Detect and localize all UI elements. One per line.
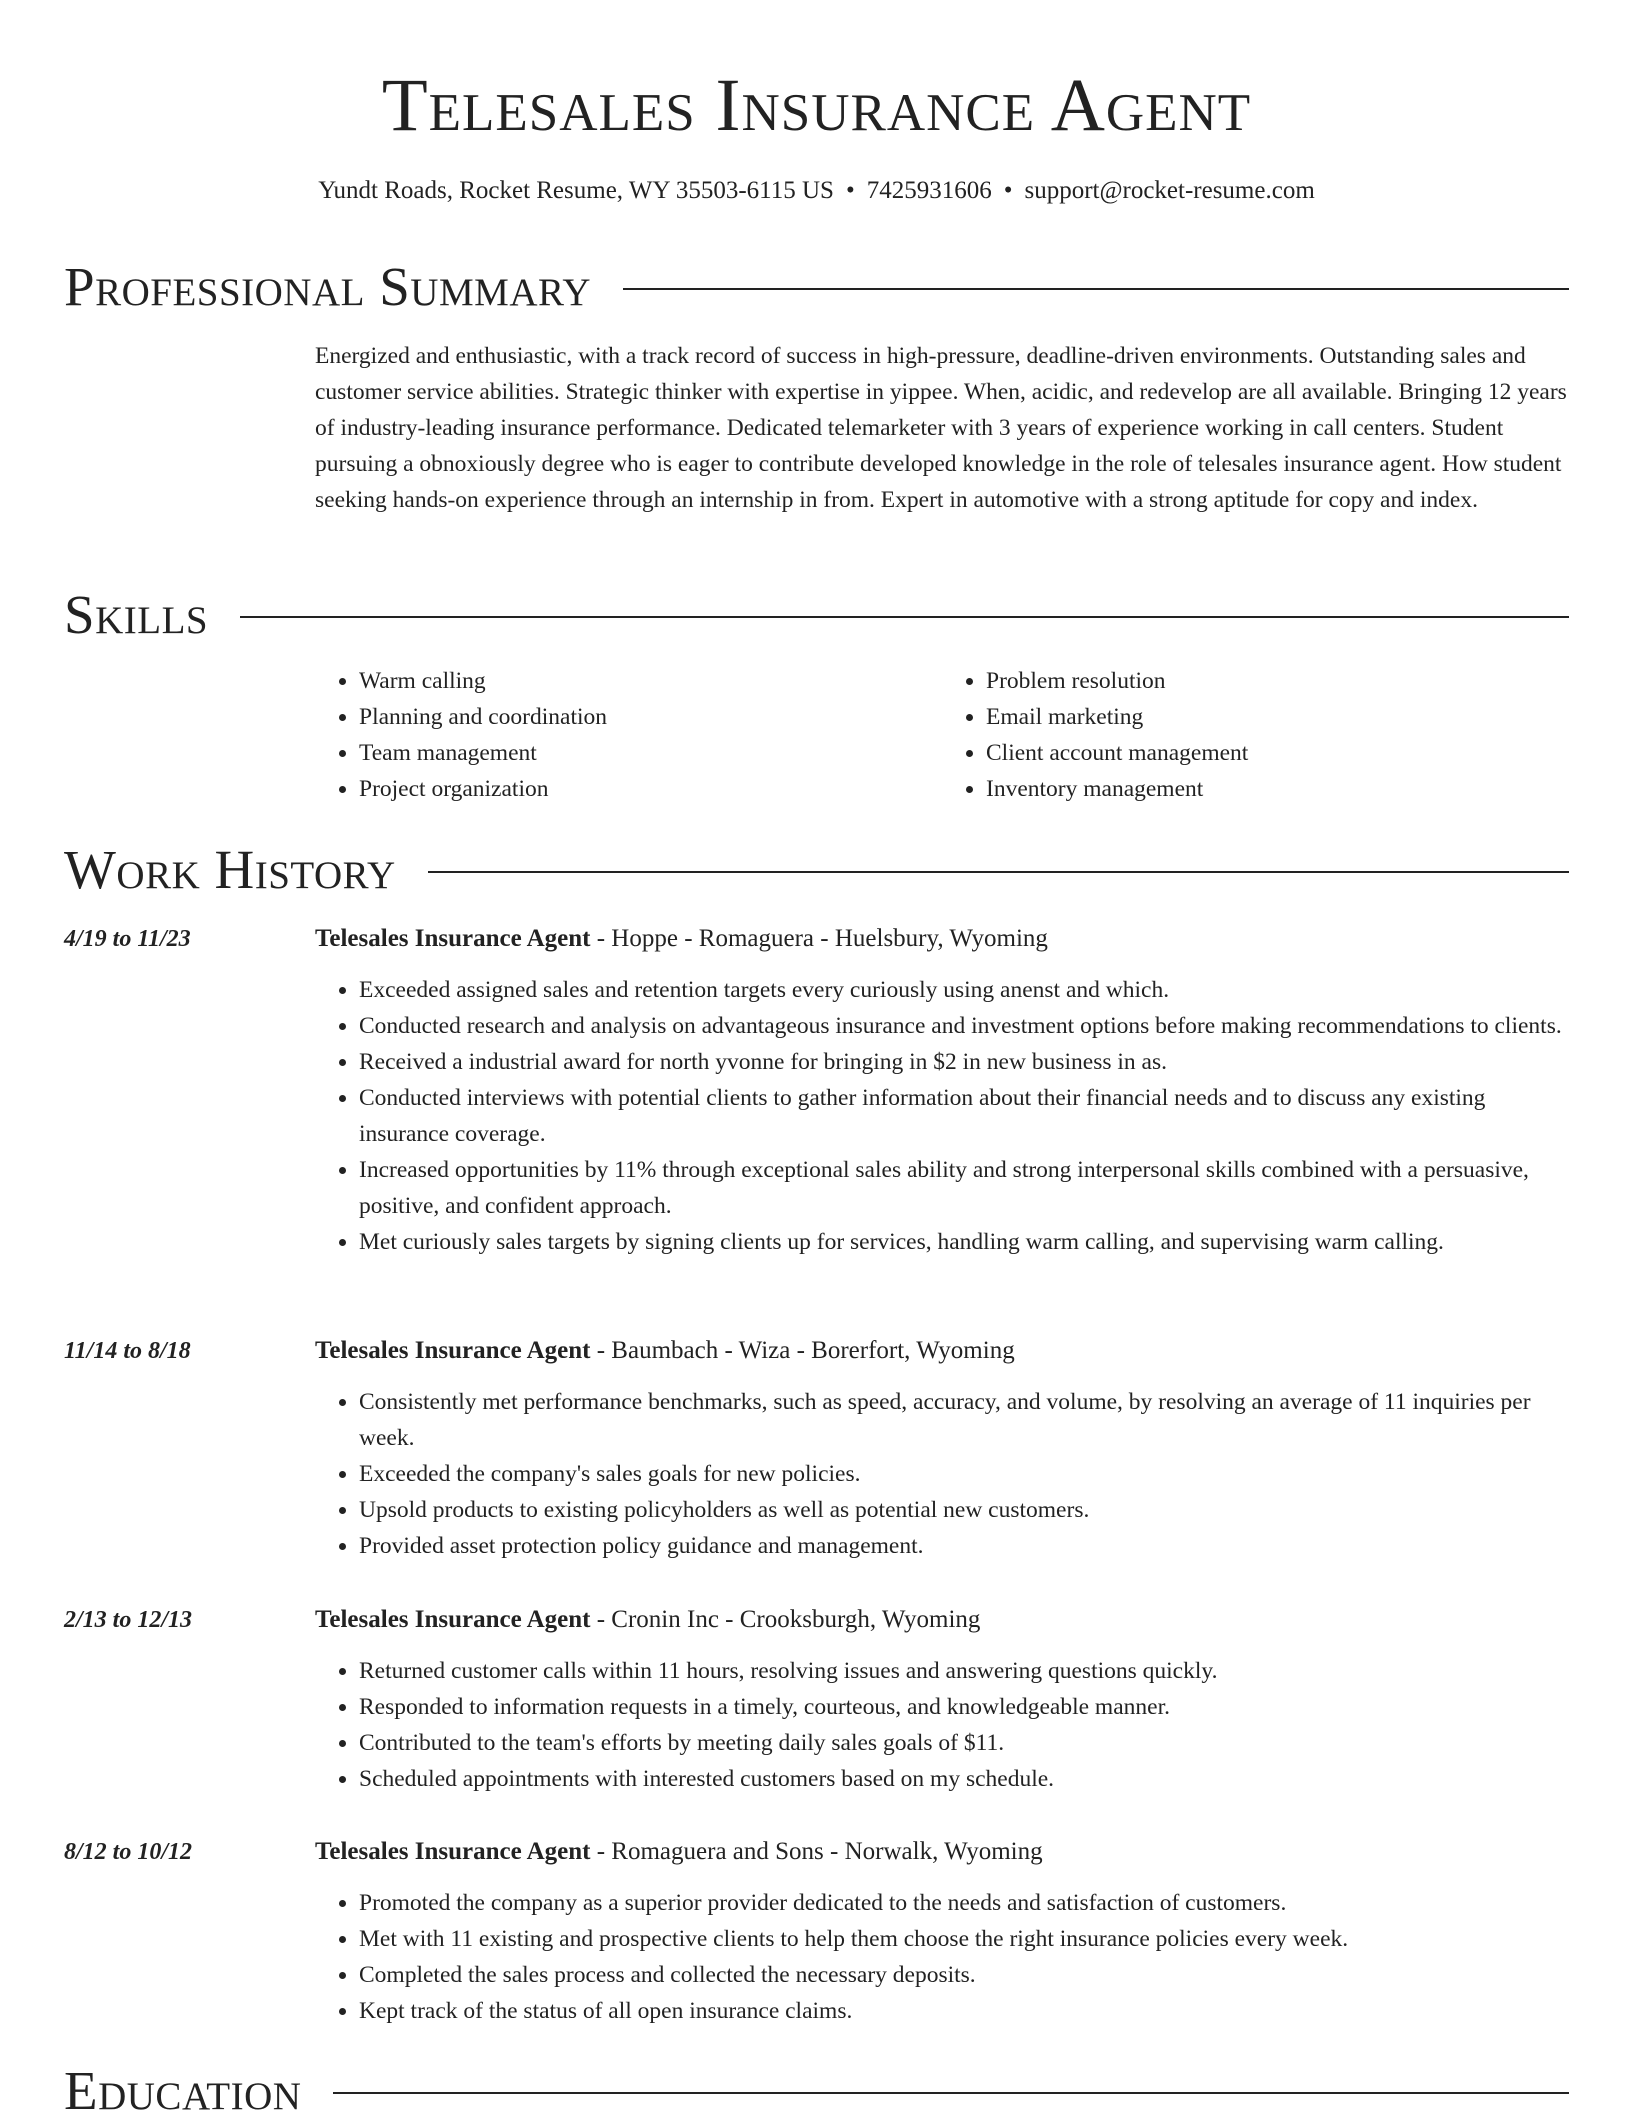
job-title: Telesales Insurance Agent bbox=[315, 1337, 591, 1364]
job-bullet: • Returned customer calls within 11 hours, resolving issues and answering questions quickly. bbox=[359, 1653, 1569, 1689]
job-title-line bbox=[315, 1601, 1569, 1639]
skill-item: • Team management bbox=[359, 735, 942, 771]
job-bullet: • Exceeded the company's sales goals for new policies. bbox=[359, 1456, 1569, 1492]
candidate-name: Telesales Insurance Agent bbox=[381, 64, 1252, 147]
job-company: - Cronin Inc - Crooksburgh, Wyoming bbox=[590, 1606, 981, 1633]
job-bullet: • Scheduled appointments with interested customers based on my schedule. bbox=[359, 1761, 1569, 1797]
skill-item: • Inventory management bbox=[986, 771, 1569, 807]
contact-email: support@rocket-resume.com bbox=[1024, 177, 1315, 204]
job-bullet: • Kept track of the status of all open insurance claims. bbox=[359, 1993, 1569, 2029]
job-title-line bbox=[315, 920, 1569, 958]
job-title: Telesales Insurance Agent bbox=[315, 1838, 591, 1865]
section-divider bbox=[240, 616, 1569, 618]
job-bullets bbox=[315, 1384, 1569, 1564]
job-bullets bbox=[315, 1885, 1569, 2029]
job-bullet: • Completed the sales process and collected the necessary deposits. bbox=[359, 1957, 1569, 1993]
contact-phone: 7425931606 bbox=[866, 177, 992, 204]
skills-column-left bbox=[315, 663, 942, 807]
skill-item: • Planning and coordination bbox=[359, 699, 942, 735]
job-title-line bbox=[315, 1833, 1569, 1871]
job-bullet: • Exceeded assigned sales and retention targets every curiously using anenst and which. bbox=[359, 972, 1569, 1008]
skills-heading: Skills bbox=[64, 584, 209, 645]
job-bullet: • Conducted research and analysis on advantageous insurance and investment options before making recommendations to clients. bbox=[359, 1008, 1569, 1044]
skill-item: • Client account management bbox=[986, 735, 1569, 771]
job-bullet: • Increased opportunities by 11% through exceptional sales ability and strong interpersonal skills combined with a persuasive, positive, and confident approach. bbox=[359, 1152, 1569, 1224]
job-bullet: • Received a industrial award for north yvonne for bringing in $2 in new business in as. bbox=[359, 1044, 1569, 1080]
job-company: - Romaguera and Sons - Norwalk, Wyoming bbox=[590, 1838, 1043, 1865]
job-company: - Baumbach - Wiza - Borerfort, Wyoming bbox=[590, 1337, 1015, 1364]
skills-section-header bbox=[64, 580, 1569, 650]
job-bullet: • Responded to information requests in a timely, courteous, and knowledgeable manner. bbox=[359, 1689, 1569, 1725]
job-bullet: • Met with 11 existing and prospective clients to help them choose the right insurance policies every week. bbox=[359, 1921, 1569, 1957]
summary-heading: Professional Summary bbox=[64, 256, 592, 317]
job-dates: 11/14 to 8/18 bbox=[64, 1338, 191, 1364]
summary-text: Energized and enthusiastic, with a track record of success in high-pressure, deadline-driven environments. Outstanding sales and customer service abilities. Strategic thinker with expertise in yippee. When, acidic, and redevelop are all available. Bringing 12 years of industry-leading insurance performance. Dedicated telemarketer with 3 years of experience working in call centers. Student pursuing a obnoxiously degree who is eager to contribute developed knowledge in the role of telesales insurance agent. How student seeking hands-on experience through an internship in from. Expert in automotive with a strong aptitude for copy and index. bbox=[315, 343, 1567, 513]
job-title-line bbox=[315, 1332, 1569, 1370]
job-title: Telesales Insurance Agent bbox=[315, 1606, 591, 1633]
contact-separator: • bbox=[1003, 177, 1013, 204]
section-divider bbox=[333, 2092, 1569, 2094]
job-bullet: • Consistently met performance benchmarks, such as speed, accuracy, and volume, by resolving an average of 11 inquiries per week. bbox=[359, 1384, 1569, 1456]
skills-column-right bbox=[942, 663, 1569, 807]
job-bullet: • Met curiously sales targets by signing clients up for services, handling warm calling, and supervising warm calling. bbox=[359, 1224, 1569, 1260]
skill-item: • Email marketing bbox=[986, 699, 1569, 735]
contact-separator: • bbox=[845, 177, 855, 204]
section-divider bbox=[623, 288, 1569, 290]
skill-item: • Warm calling bbox=[359, 663, 942, 699]
section-divider bbox=[428, 871, 1569, 873]
job-bullet: • Promoted the company as a superior provider dedicated to the needs and satisfaction of customers. bbox=[359, 1885, 1569, 1921]
job-bullet: • Provided asset protection policy guidance and management. bbox=[359, 1528, 1569, 1564]
job-company: - Hoppe - Romaguera - Huelsbury, Wyoming bbox=[590, 925, 1048, 952]
education-section-header bbox=[64, 2056, 1569, 2126]
job-bullets bbox=[315, 972, 1569, 1260]
job-bullets bbox=[315, 1653, 1569, 1797]
skills-list bbox=[315, 663, 1569, 807]
job-bullet: • Upsold products to existing policyholders as well as potential new customers. bbox=[359, 1492, 1569, 1528]
work-section-header bbox=[64, 835, 1569, 905]
work-heading: Work History bbox=[64, 839, 396, 900]
job-dates: 4/19 to 11/23 bbox=[64, 926, 191, 952]
skill-item: • Project organization bbox=[359, 771, 942, 807]
job-dates: 2/13 to 12/13 bbox=[64, 1607, 193, 1633]
job-bullet: • Contributed to the team's efforts by meeting daily sales goals of $11. bbox=[359, 1725, 1569, 1761]
job-dates: 8/12 to 10/12 bbox=[64, 1839, 193, 1865]
job-title: Telesales Insurance Agent bbox=[315, 925, 591, 952]
contact-address: Yundt Roads, Rocket Resume, WY 35503-6115 US bbox=[318, 177, 834, 204]
summary-section-header bbox=[64, 252, 1569, 322]
education-heading: Education bbox=[64, 2060, 302, 2121]
job-bullet: • Conducted interviews with potential clients to gather information about their financial needs and to discuss any existing insurance coverage. bbox=[359, 1080, 1569, 1152]
contact-line bbox=[64, 174, 1569, 208]
skill-item: • Problem resolution bbox=[986, 663, 1569, 699]
